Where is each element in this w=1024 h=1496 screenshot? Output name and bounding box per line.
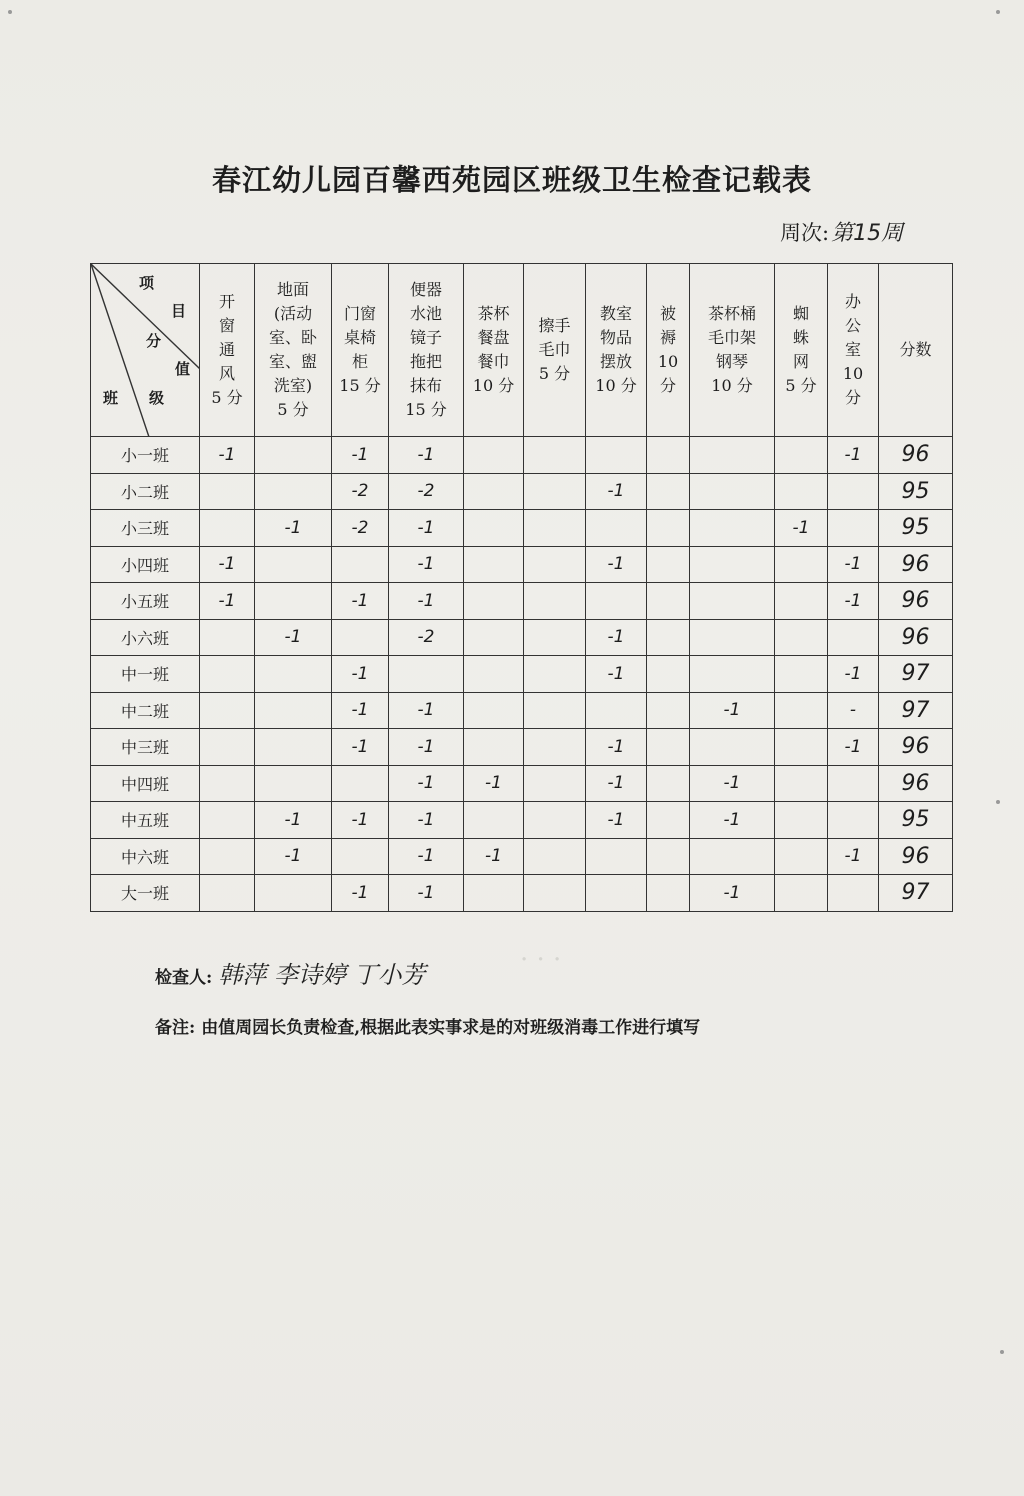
score-cell: 96 [879, 729, 953, 766]
column-header-line: 分 [659, 376, 676, 395]
column-header-line: 便器 [409, 280, 442, 299]
column-header [690, 264, 775, 437]
column-header-line: 餐盘 [477, 328, 510, 347]
deduction-cell [647, 802, 690, 839]
deduction-cell: -1 [690, 692, 775, 729]
week-label: 周次: [780, 221, 830, 245]
deduction-cell [524, 546, 586, 583]
column-header-line: 物品 [599, 328, 632, 347]
deduction-cell: -1 [255, 802, 332, 839]
corner-item-label: 项 [139, 274, 155, 292]
column-header-line: 5 分 [538, 364, 571, 383]
column-header-line: 门窗 [343, 304, 376, 323]
deduction-cell [464, 692, 524, 729]
column-header-line: 地面 [276, 280, 309, 299]
deduction-cell [200, 692, 255, 729]
deduction-cell [200, 875, 255, 912]
deduction-cell: -1 [389, 437, 464, 474]
corner-zhi-label: 值 [175, 360, 191, 378]
column-header-line: 茶杯桶 [707, 304, 756, 323]
table-row [91, 838, 953, 875]
deduction-cell [524, 473, 586, 510]
column-header-line: 镜子 [409, 328, 442, 347]
column-header [879, 264, 953, 437]
deduction-cell [524, 619, 586, 656]
column-header [332, 264, 389, 437]
column-header-line: 蛛 [792, 328, 809, 347]
deduction-cell [647, 692, 690, 729]
deduction-cell [775, 765, 828, 802]
deduction-cell: -1 [464, 838, 524, 875]
deduction-cell [524, 765, 586, 802]
deduction-cell [255, 546, 332, 583]
deduction-cell [255, 656, 332, 693]
deduction-cell [775, 473, 828, 510]
punch-dot [996, 10, 1000, 14]
inspector-field [155, 955, 426, 990]
deduction-cell: -1 [586, 656, 647, 693]
table-row [91, 437, 953, 474]
deduction-cell: -1 [255, 838, 332, 875]
deduction-cell [332, 765, 389, 802]
corner-fen-label: 分 [146, 332, 162, 350]
deduction-cell [200, 656, 255, 693]
deduction-cell [464, 437, 524, 474]
deduction-cell [255, 583, 332, 620]
deduction-cell: -1 [389, 546, 464, 583]
column-header-line: 10 分 [595, 376, 637, 395]
deduction-cell [255, 765, 332, 802]
column-header-line: 蜘 [792, 304, 809, 323]
table-row [91, 802, 953, 839]
deduction-cell: -1 [586, 473, 647, 510]
deduction-cell [690, 583, 775, 620]
column-header-line: 10 [657, 352, 679, 371]
deduction-cell: - [828, 692, 879, 729]
deduction-cell: -1 [332, 802, 389, 839]
deduction-cell [255, 729, 332, 766]
class-name-cell: 小一班 [91, 437, 200, 474]
deduction-cell [775, 802, 828, 839]
deduction-cell [464, 729, 524, 766]
deduction-cell [586, 583, 647, 620]
deduction-cell [647, 473, 690, 510]
column-header-line: 茶杯 [477, 304, 510, 323]
remark-note: 备注: 由值周园长负责检查,根据此表实事求是的对班级消毒工作进行填写 [155, 1018, 701, 1038]
deduction-cell: -1 [775, 510, 828, 547]
deduction-cell [524, 729, 586, 766]
deduction-cell [775, 656, 828, 693]
score-cell: 97 [879, 692, 953, 729]
score-cell: 96 [879, 765, 953, 802]
deduction-cell [200, 765, 255, 802]
column-header-line: 15 分 [339, 376, 381, 395]
corner-header [91, 264, 200, 437]
deduction-cell [647, 437, 690, 474]
score-cell: 97 [879, 875, 953, 912]
deduction-cell: -1 [464, 765, 524, 802]
deduction-cell [647, 546, 690, 583]
table-row [91, 473, 953, 510]
deduction-cell [775, 875, 828, 912]
deduction-cell [200, 510, 255, 547]
deduction-cell [255, 692, 332, 729]
column-header-line: (活动 [273, 304, 313, 323]
header-row [91, 264, 953, 437]
table-row [91, 765, 953, 802]
class-name-cell: 小三班 [91, 510, 200, 547]
deduction-cell: -1 [586, 546, 647, 583]
deduction-cell [828, 473, 879, 510]
column-header-line: 15 分 [405, 400, 447, 419]
deduction-cell [524, 583, 586, 620]
deduction-cell: -2 [389, 619, 464, 656]
table-row [91, 510, 953, 547]
class-name-cell: 小六班 [91, 619, 200, 656]
deduction-cell: -1 [828, 437, 879, 474]
column-header-line: 10 分 [711, 376, 753, 395]
deduction-cell [647, 583, 690, 620]
column-header-line: 毛巾 [538, 340, 571, 359]
deduction-cell [647, 619, 690, 656]
punch-dot [8, 10, 12, 14]
deduction-cell: -1 [828, 583, 879, 620]
deduction-cell: -1 [690, 802, 775, 839]
deduction-cell [828, 875, 879, 912]
deduction-cell: -1 [690, 875, 775, 912]
deduction-cell [464, 510, 524, 547]
column-header-line: 5 分 [277, 400, 309, 419]
deduction-cell [464, 619, 524, 656]
deduction-cell: -1 [332, 729, 389, 766]
deduction-cell [586, 692, 647, 729]
deduction-cell [775, 838, 828, 875]
deduction-cell: -1 [828, 546, 879, 583]
deduction-cell [464, 583, 524, 620]
deduction-cell [647, 765, 690, 802]
deduction-cell: -1 [255, 510, 332, 547]
column-header-line: 被 [659, 304, 676, 323]
deduction-cell [200, 838, 255, 875]
deduction-cell: -1 [586, 619, 647, 656]
deduction-cell: -1 [586, 802, 647, 839]
column-header-line: 公 [844, 316, 861, 335]
punch-dot [996, 800, 1000, 804]
deduction-cell [690, 546, 775, 583]
deduction-cell: -2 [332, 510, 389, 547]
column-header-line: 10 分 [472, 376, 515, 395]
column-header-line: 办 [844, 292, 861, 311]
deduction-cell: -1 [828, 838, 879, 875]
deduction-cell: -1 [389, 583, 464, 620]
deduction-cell: -2 [389, 473, 464, 510]
week-field [780, 216, 903, 247]
deduction-cell: -1 [389, 765, 464, 802]
table-row [91, 619, 953, 656]
column-header-line: 室 [844, 340, 861, 359]
deduction-cell [332, 838, 389, 875]
deduction-cell: -2 [332, 473, 389, 510]
inspector-label: 检查人: [155, 968, 213, 988]
deduction-cell [647, 875, 690, 912]
deduction-cell: -1 [586, 729, 647, 766]
class-name-cell: 中二班 [91, 692, 200, 729]
deduction-cell [255, 875, 332, 912]
deduction-cell [775, 692, 828, 729]
deduction-cell [647, 729, 690, 766]
column-header [775, 264, 828, 437]
class-name-cell: 中五班 [91, 802, 200, 839]
deduction-cell [828, 765, 879, 802]
deduction-cell [200, 802, 255, 839]
deduction-cell [464, 802, 524, 839]
column-header-line: 分数 [899, 340, 932, 359]
deduction-cell [464, 473, 524, 510]
bleed-through-marks: · · · [520, 945, 562, 975]
inspector-signatures: 韩萍 李诗婷 丁小芳 [218, 961, 426, 989]
column-header-line: 5 分 [785, 376, 817, 395]
deduction-cell [255, 473, 332, 510]
deduction-cell: -1 [332, 875, 389, 912]
deduction-cell [775, 437, 828, 474]
deduction-cell [464, 875, 524, 912]
score-cell: 96 [879, 838, 953, 875]
column-header-line: 10 [842, 364, 864, 383]
class-name-cell: 大一班 [91, 875, 200, 912]
score-cell: 96 [879, 546, 953, 583]
deduction-cell [524, 656, 586, 693]
deduction-cell: -1 [828, 729, 879, 766]
deduction-cell [690, 473, 775, 510]
deduction-cell [647, 656, 690, 693]
column-header-line: 风 [218, 364, 235, 383]
score-cell: 95 [879, 510, 953, 547]
column-header-line: 水池 [409, 304, 442, 323]
class-name-cell: 中四班 [91, 765, 200, 802]
table-row [91, 729, 953, 766]
deduction-cell: -1 [828, 656, 879, 693]
column-header-line: 窗 [218, 316, 235, 335]
column-header-line: 餐巾 [477, 352, 510, 371]
column-header-line: 抹布 [409, 376, 442, 395]
class-name-cell: 小五班 [91, 583, 200, 620]
deduction-cell [332, 546, 389, 583]
deduction-cell [586, 437, 647, 474]
column-header-line: 分 [844, 388, 861, 407]
deduction-cell [690, 838, 775, 875]
deduction-cell [464, 546, 524, 583]
column-header [524, 264, 586, 437]
score-cell: 96 [879, 619, 953, 656]
deduction-cell [332, 619, 389, 656]
class-name-cell: 中三班 [91, 729, 200, 766]
column-header-line: 室、盥 [268, 352, 317, 371]
score-cell: 96 [879, 437, 953, 474]
deduction-cell [828, 802, 879, 839]
column-header-line: 毛巾架 [707, 328, 756, 347]
deduction-cell: -1 [389, 729, 464, 766]
column-header-line: 洗室) [273, 376, 313, 395]
score-cell: 97 [879, 656, 953, 693]
deduction-cell [586, 510, 647, 547]
deduction-cell: -1 [332, 437, 389, 474]
table-row [91, 692, 953, 729]
deduction-cell [647, 838, 690, 875]
column-header-line: 5 分 [211, 388, 243, 407]
deduction-cell [775, 619, 828, 656]
table-row [91, 583, 953, 620]
column-header [828, 264, 879, 437]
deduction-cell [200, 619, 255, 656]
column-header [200, 264, 255, 437]
table-body [91, 437, 953, 912]
deduction-cell [586, 838, 647, 875]
column-header-line: 柜 [351, 352, 368, 371]
deduction-cell: -1 [332, 656, 389, 693]
corner-ji-label: 级 [149, 389, 165, 407]
table-row [91, 546, 953, 583]
deduction-cell: -1 [586, 765, 647, 802]
deduction-cell [690, 510, 775, 547]
deduction-cell: -1 [389, 510, 464, 547]
deduction-cell: -1 [389, 802, 464, 839]
deduction-cell [775, 729, 828, 766]
deduction-cell: -1 [200, 546, 255, 583]
deduction-cell [524, 437, 586, 474]
column-header [647, 264, 690, 437]
table-row [91, 875, 953, 912]
deduction-cell [200, 729, 255, 766]
deduction-cell: -1 [255, 619, 332, 656]
deduction-cell: -1 [389, 838, 464, 875]
deduction-cell [775, 546, 828, 583]
deduction-cell [647, 510, 690, 547]
column-header-line: 钢琴 [715, 352, 748, 371]
deduction-cell: -1 [389, 692, 464, 729]
punch-dot [1000, 1350, 1004, 1354]
deduction-cell [586, 875, 647, 912]
deduction-cell: -1 [332, 692, 389, 729]
column-header-line: 教室 [599, 304, 632, 323]
deduction-cell [389, 656, 464, 693]
column-header-line: 褥 [659, 328, 676, 347]
deduction-cell [828, 510, 879, 547]
score-cell: 95 [879, 802, 953, 839]
deduction-cell: -1 [200, 583, 255, 620]
week-value: 第15周 [831, 221, 904, 246]
deduction-cell [690, 729, 775, 766]
inspection-table [90, 263, 953, 912]
class-name-cell: 中六班 [91, 838, 200, 875]
score-cell: 96 [879, 583, 953, 620]
corner-ban-label: 班 [103, 389, 119, 407]
form-title: 春江幼儿园百馨西苑园区班级卫生检查记载表 [211, 163, 812, 197]
column-header-line: 摆放 [599, 352, 632, 371]
column-header [255, 264, 332, 437]
column-header-line: 网 [792, 352, 809, 371]
corner-mu-label: 目 [171, 302, 187, 320]
column-header-line: 通 [218, 340, 235, 359]
deduction-cell [775, 583, 828, 620]
score-cell: 95 [879, 473, 953, 510]
deduction-cell [828, 619, 879, 656]
column-header-line: 桌椅 [343, 328, 376, 347]
class-name-cell: 小二班 [91, 473, 200, 510]
deduction-cell [255, 437, 332, 474]
deduction-cell: -1 [389, 875, 464, 912]
deduction-cell [690, 437, 775, 474]
column-header-line: 擦手 [538, 316, 571, 335]
deduction-cell [524, 875, 586, 912]
deduction-cell [200, 473, 255, 510]
class-name-cell: 小四班 [91, 546, 200, 583]
deduction-cell [524, 510, 586, 547]
column-header-line: 开 [218, 292, 235, 311]
deduction-cell: -1 [690, 765, 775, 802]
deduction-cell [690, 619, 775, 656]
column-header [464, 264, 524, 437]
column-header [586, 264, 647, 437]
deduction-cell [690, 656, 775, 693]
deduction-cell [464, 656, 524, 693]
deduction-cell [524, 802, 586, 839]
column-header-line: 室、卧 [268, 328, 317, 347]
deduction-cell: -1 [332, 583, 389, 620]
deduction-cell [524, 692, 586, 729]
table-row [91, 656, 953, 693]
deduction-cell [524, 838, 586, 875]
class-name-cell: 中一班 [91, 656, 200, 693]
column-header [389, 264, 464, 437]
deduction-cell: -1 [200, 437, 255, 474]
column-header-line: 拖把 [409, 352, 442, 371]
